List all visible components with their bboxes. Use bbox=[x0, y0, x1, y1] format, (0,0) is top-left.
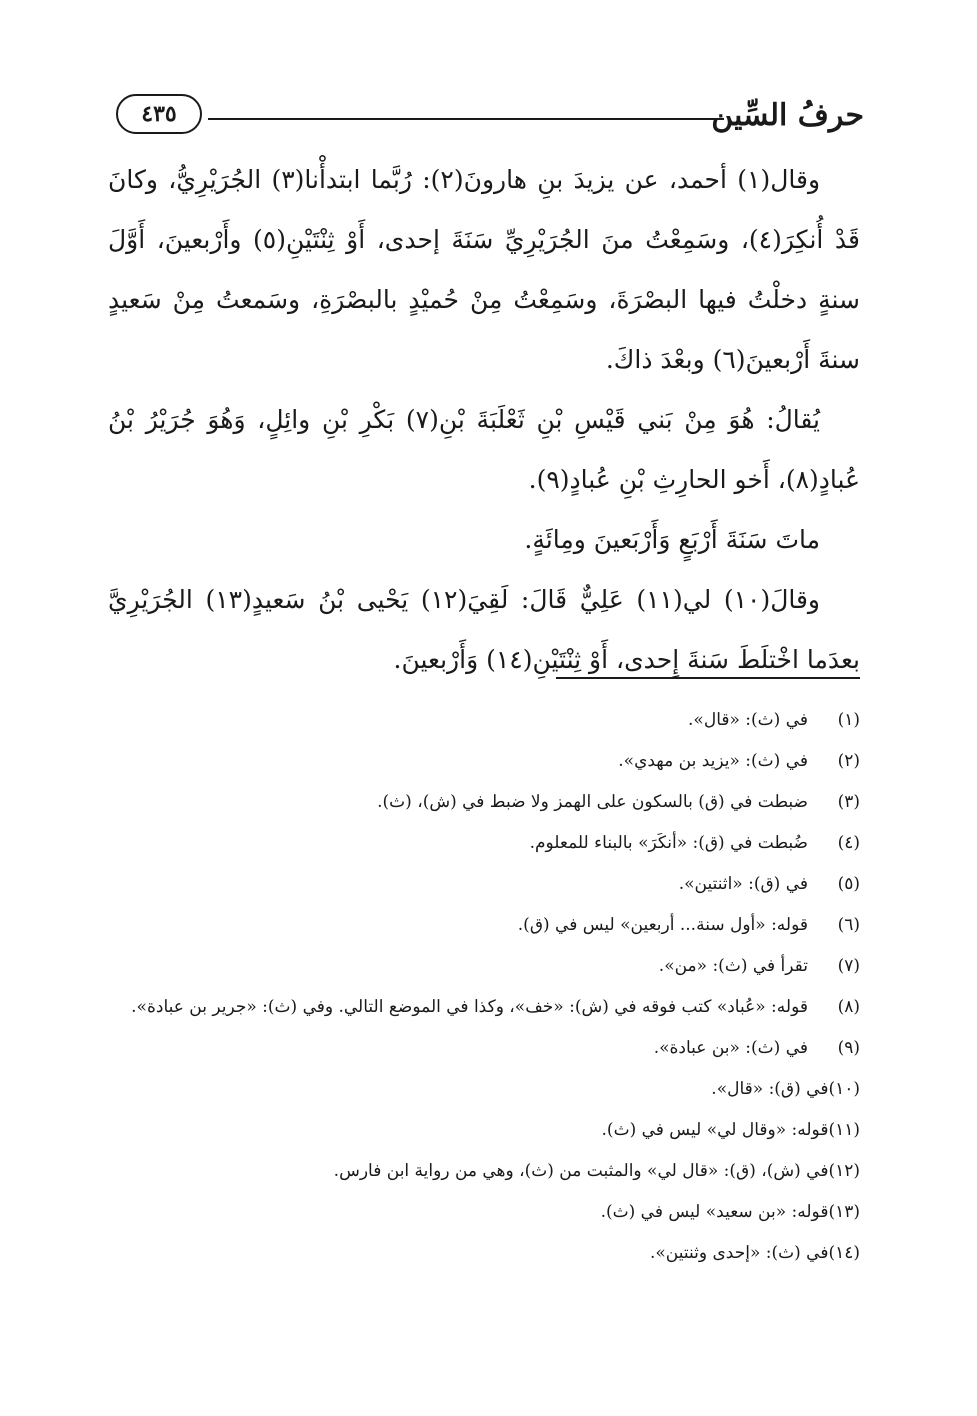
footnote-separator bbox=[556, 677, 860, 679]
paragraph-2: يُقالُ: هُوَ مِنْ بَني قَيْسِ بْنِ ثَعْلَبَةَ بْنِ(٧) بَكْرِ بْنِ وائِلٍ، وَهُوَ جُرَيْرُ بْنُ عُبادٍ(٨)، أَخو الحارِثِ بْنِ عُبادٍ(٩). bbox=[108, 405, 860, 494]
paragraph-1: وقال(١) أحمد، عن يزيدَ بنِ هارونَ(٢): رُبَّما ابتدأْنا(٣) الجُرَيْرِيُّ، وكانَ قَدْ أُنكِرَ(٤)، وسَمِعْتُ منَ الجُرَيْرِيِّ سَنَةَ إحدى، أَوْ ثِنْتَيْنِ(٥) وأَرْبعينَ، أَوَّلَ سنةٍ دخلْتُ فيها البصْرَةَ، وسَمِعْتُ مِنْ حُميْدٍ بالبصْرَةِ، وسَمعتُ مِنْ سَعيدٍ سنةَ أَرْبعينَ(٦) وبعْدَ ذاكَ. bbox=[108, 165, 860, 374]
footnote-number: (٢) bbox=[837, 751, 860, 771]
footnote-text: في (ق): «قال». bbox=[711, 1079, 829, 1099]
footnote-text: في (ش)، (ق): «قال لي» والمثبت من (ث)، وهي من رواية ابن فارس. bbox=[333, 1161, 829, 1181]
footnote bbox=[110, 1192, 860, 1233]
footnote bbox=[110, 1069, 860, 1110]
footnote bbox=[110, 987, 860, 1028]
footnote bbox=[110, 946, 860, 987]
footnotes bbox=[110, 700, 860, 1274]
footnote bbox=[110, 905, 860, 946]
footnote-text: في (ق): «اثنتين». bbox=[678, 874, 808, 894]
footnote-number: (١٣) bbox=[828, 1202, 860, 1222]
footnote-text: قوله: «وقال لي» ليس في (ث). bbox=[601, 1120, 829, 1140]
footnote-number: (١) bbox=[837, 710, 860, 730]
footnote-number: (٦) bbox=[837, 915, 860, 935]
page-header bbox=[112, 92, 864, 144]
footnote bbox=[110, 741, 860, 782]
paragraph-4: وقالَ(١٠) لي(١١) عَلِيٌّ قَالَ: لَقِيَ(١٢) يَحْيى بْنُ سَعيدٍ(١٣) الجُرَيْرِيَّ بعدَما اخْتلَطَ سَنةَ إِحدى، أَوْ ثِنْتَيْنِ(١٤) وَأَرْبعينَ. bbox=[108, 585, 860, 674]
footnote-number: (١٢) bbox=[828, 1161, 860, 1181]
footnote-number: (١١) bbox=[828, 1120, 860, 1140]
footnote bbox=[110, 1151, 860, 1192]
footnote-text: في (ث): «بن عبادة». bbox=[653, 1038, 808, 1058]
footnote bbox=[110, 1028, 860, 1069]
footnote bbox=[110, 1110, 860, 1151]
footnote-text: تقرأ في (ث): «من». bbox=[658, 956, 808, 976]
footnote-number: (٤) bbox=[837, 833, 860, 853]
footnote-text: في (ث): «يزيد بن مهدي». bbox=[618, 751, 808, 771]
paragraph-3: ماتَ سَنَةَ أَرْبَعٍ وَأَرْبَعينَ ومِائَةٍ. bbox=[524, 525, 820, 554]
footnote-number: (٧) bbox=[837, 956, 860, 976]
footnote bbox=[110, 1233, 860, 1274]
footnote-text: في (ث): «إحدى وثنتين». bbox=[650, 1243, 829, 1263]
footnote bbox=[110, 864, 860, 905]
footnote-number: (٣) bbox=[837, 792, 860, 812]
footnote-number: (٩) bbox=[837, 1038, 860, 1058]
footnote bbox=[110, 782, 860, 823]
footnote-number: (١٠) bbox=[828, 1079, 860, 1099]
footnote-number: (٨) bbox=[837, 997, 860, 1017]
page-number-badge bbox=[116, 94, 202, 134]
running-title: حرفُ السِّين bbox=[711, 98, 864, 133]
footnote-text: ضُبطت في (ق): «أنكَرَ» بالبناء للمعلوم. bbox=[529, 833, 808, 853]
page-number: ٤٣٥ bbox=[141, 101, 177, 127]
main-text bbox=[108, 150, 860, 690]
footnote-text: قوله: «أول سنة... أربعين» ليس في (ق). bbox=[517, 915, 808, 935]
footnote-number: (٥) bbox=[837, 874, 860, 894]
footnote-text: في (ث): «قال». bbox=[688, 710, 808, 730]
footnote-text: قوله: «بن سعيد» ليس في (ث). bbox=[600, 1202, 829, 1222]
footnote bbox=[110, 823, 860, 864]
footnote bbox=[110, 700, 860, 741]
header-rule bbox=[208, 118, 724, 120]
footnote-text: قوله: «عُباد» كتب فوقه في (ش): «خف»، وكذا في الموضع التالي. وفي (ث): «جرير بن عبادة». bbox=[131, 997, 808, 1017]
footnote-text: ضبطت في (ق) بالسكون على الهمز ولا ضبط في (ش)، (ث). bbox=[377, 792, 808, 812]
footnote-number: (١٤) bbox=[828, 1243, 860, 1263]
